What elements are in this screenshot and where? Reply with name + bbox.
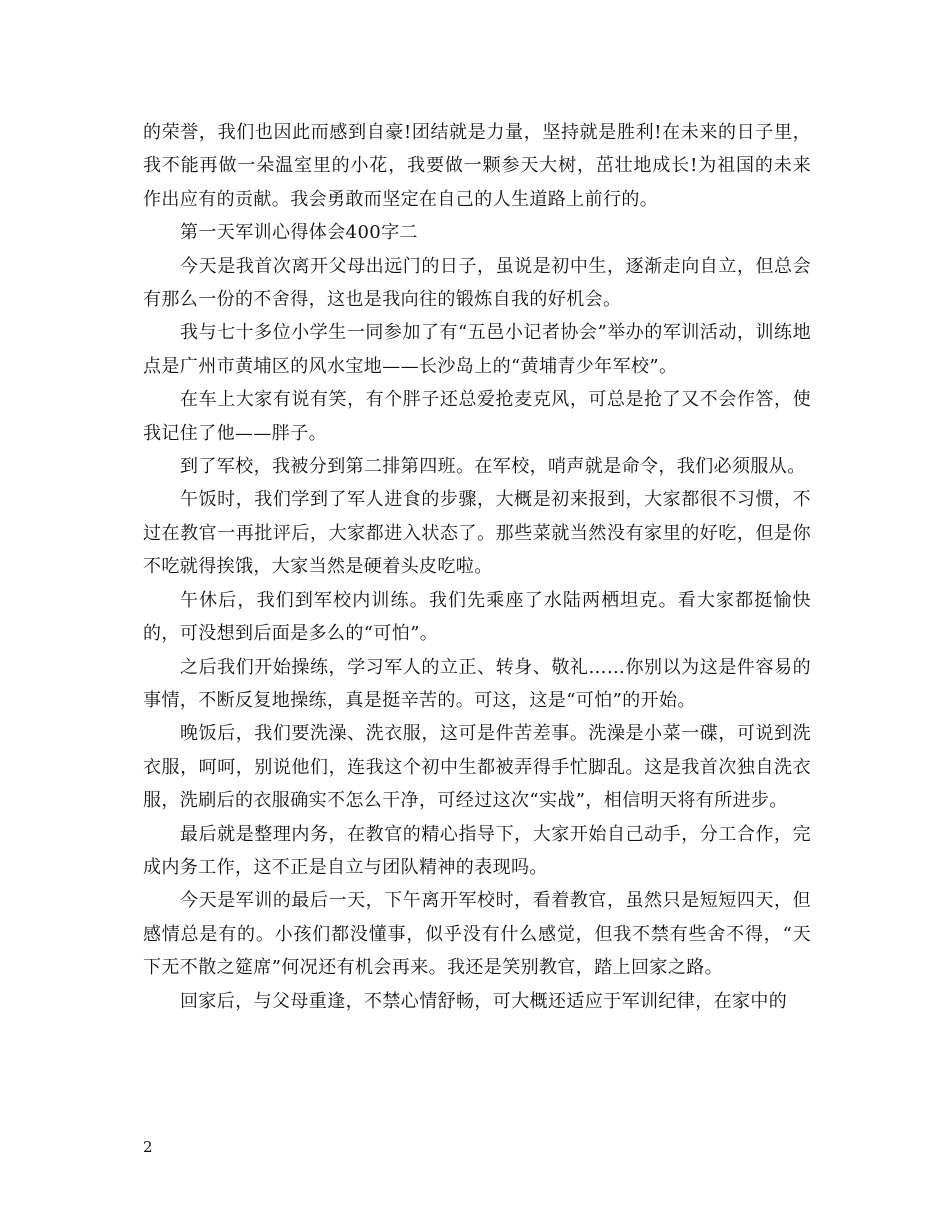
paragraph: 回家后，与父母重逢，不禁心情舒畅，可大概还适应于军训纪律，在家中的 (180, 990, 788, 1012)
paragraph: 最后就是整理内务，在教官的精心指导下，大家开始自己动手，分工合作，完成内务工作，这不正是自立与团队精神的表现吗。 (143, 823, 811, 878)
paragraph: 今天是我首次离开父母出远门的日子，虽说是初中生，逐渐走向自立，但总会有那么一份的不舍得，这也是我向往的锻炼自我的好机会。 (143, 255, 811, 311)
paragraph: 之后我们开始操练，学习军人的立正、转身、敬礼……你别以为这是件容易的事情，不断反复地操练，真是挺辛苦的。可这，这是“可怕”的开始。 (143, 656, 811, 711)
paragraph: 晚饭后，我们要洗澡、洗衣服，这可是件苦差事。洗澡是小菜一碟，可说到洗衣服，呵呵，别说他们，连我这个初中生都被弄得手忙脚乱。这是我首次独自洗衣服，洗刷后的衣服确实不怎么干净，可经过这次“实战”，相信明天将有所进步。 (143, 723, 811, 812)
section-heading: 第一天军训心得体会400字二 (180, 222, 418, 244)
paragraph: 午休后，我们到军校内训练。我们先乘座了水陆两栖坦克。看大家都挺愉快的，可没想到后面是多么的“可怕”。 (143, 589, 811, 645)
paragraph: 我与七十多位小学生一同参加了有“五邑小记者协会”举办的军训活动，训练地点是广州市黄埔区的风水宝地——长沙岛上的“黄埔青少年军校”。 (143, 322, 811, 377)
paragraph: 到了军校，我被分到第二排第四班。在军校，哨声就是命令，我们必须服从。 (180, 456, 806, 478)
page-number: 2 (143, 1138, 153, 1156)
paragraph: 今天是军训的最后一天，下午离开军校时，看着教官，虽然只是短短四天，但感情总是有的。小孩们都没懂事，似乎没有什么感觉，但我不禁有些舍不得，“天下无不散之筵席”何况还有机会再来。我还是笑别教官，踏上回家之路。 (143, 890, 811, 979)
paragraph: 在车上大家有说有笑，有个胖子还总爱抢麦克风，可总是抢了又不会作答，使我记住了他——胖子。 (143, 389, 811, 444)
paragraph: 午饭时，我们学到了军人进食的步骤，大概是初来报到，大家都很不习惯，不过在教官一再批评后，大家都进入状态了。那些菜就当然没有家里的好吃，但是你不吃就得挨饿，大家当然是硬着头皮吃啦。 (143, 489, 811, 578)
body-text (143, 116, 811, 1018)
paragraph: 的荣誉，我们也因此而感到自豪!团结就是力量，坚持就是胜利!在未来的日子里，我不能再做一朵温室里的小花，我要做一颗参天大树，茁壮地成长!为祖国的未来作出应有的贡献。我会勇敢而坚定在自己的人生道路上前行的。 (143, 122, 811, 210)
